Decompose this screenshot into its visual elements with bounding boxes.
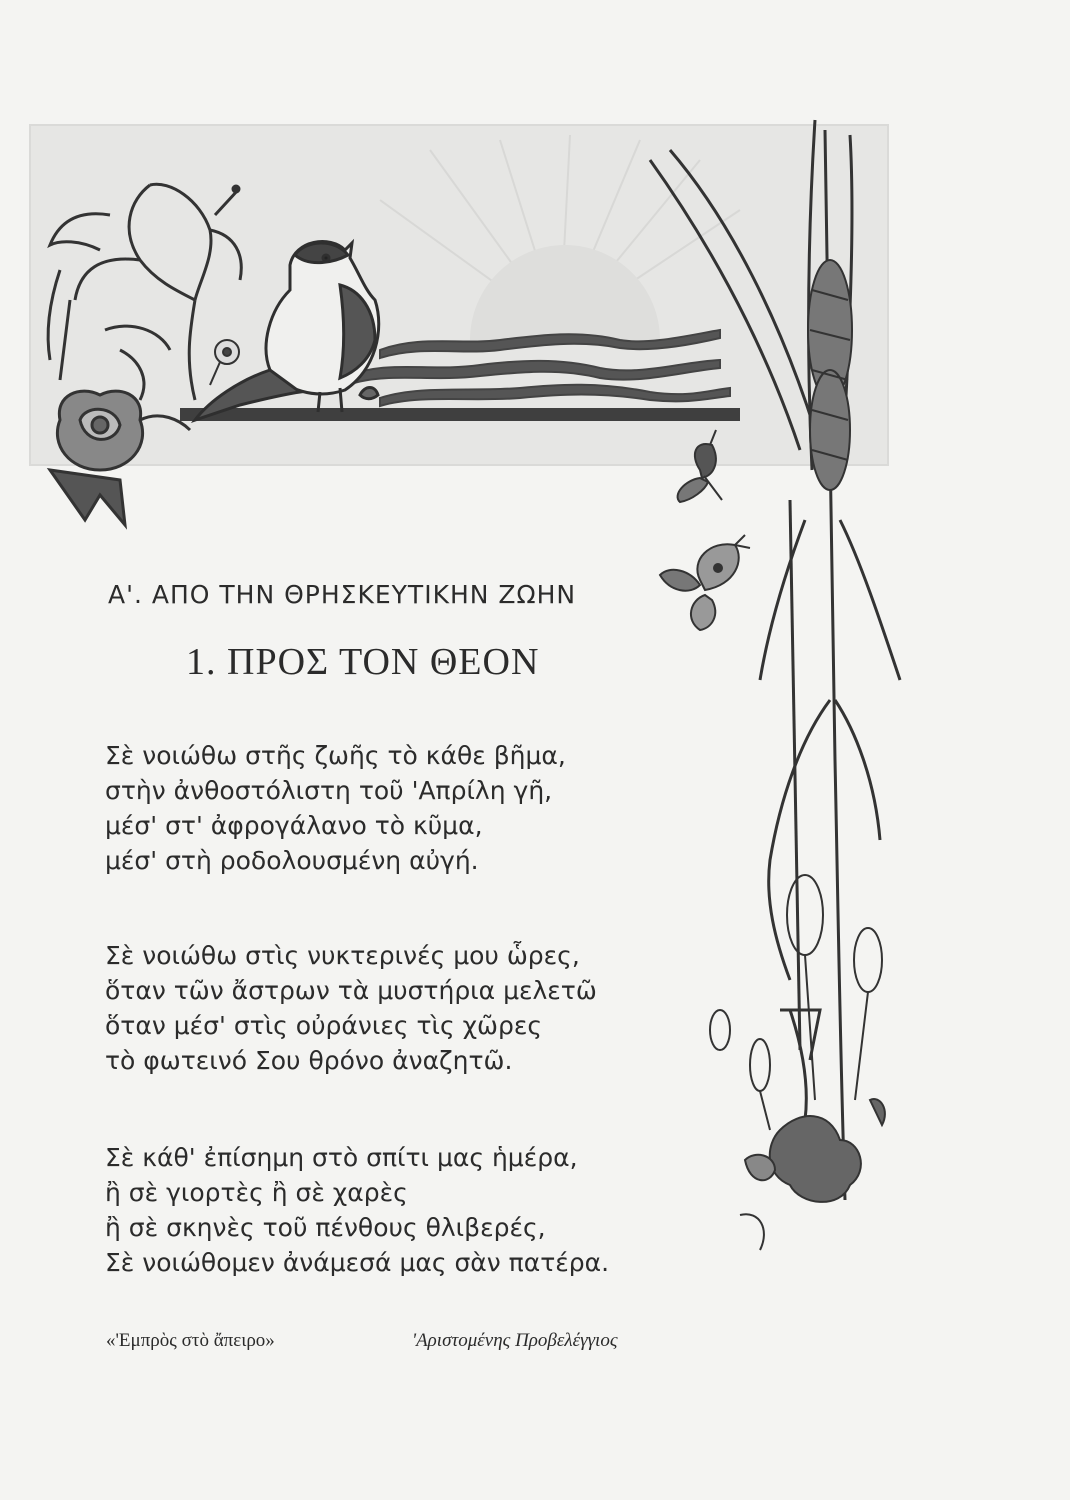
poem-line: ὅταν τῶν ἄστρων τὰ μυστήρια μελετῶ	[105, 976, 597, 1005]
poem-line: Σὲ νοιώθω στὶς νυκτερινές μου ὧρες,	[105, 941, 580, 970]
flower-cluster-icon	[740, 1099, 885, 1250]
wheat-ear-icon	[808, 260, 852, 490]
poem-line: μέσ' στ' ἀφρογάλανο τὸ κῦμα,	[105, 811, 483, 840]
poem-line: Σὲ κάθ' ἐπίσημη στὸ σπίτι μας ἡμέρα,	[105, 1143, 578, 1172]
butterfly-icon	[660, 535, 750, 630]
grass-icon	[710, 875, 882, 1130]
citation-author: 'Αριστομένης Προβελέγγιος	[412, 1330, 618, 1351]
poem-line: ὅταν μέσ' στὶς οὐράνιες τὶς χῶρες	[105, 1011, 543, 1040]
stanza	[105, 738, 566, 878]
poem-line: ἢ σὲ σκηνὲς τοῦ πένθους θλιβερές,	[105, 1213, 546, 1242]
horizon-bar	[180, 408, 740, 421]
poem-line: Σὲ νοιώθω στῆς ζωῆς τὸ κάθε βῆμα,	[105, 741, 566, 770]
stanza	[105, 938, 597, 1078]
poem-title: 1. ΠΡΟΣ ΤΟΝ ΘΕΟΝ	[186, 641, 540, 683]
poem-line: ἢ σὲ γιορτὲς ἢ σὲ χαρὲς	[105, 1178, 408, 1207]
stanza	[105, 1140, 609, 1280]
section-heading: Α'. ΑΠΟ ΤΗΝ ΘΡΗΣΚΕΥΤΙΚΗΝ ΖΩΗΝ	[108, 580, 577, 609]
citation-source: «'Εμπρὸς στὸ ἄπειρο»	[106, 1330, 275, 1351]
poem-line: Σὲ νοιώθομεν ἀνάμεσά μας σὰν πατέρα.	[105, 1248, 610, 1277]
poem-line: στὴν ἀνθοστόλιστη τοῦ 'Απρίλη γῆ,	[105, 776, 553, 805]
poem-line: μέσ' στὴ ροδολουσμένη αὐγή.	[105, 846, 479, 875]
poem-line: τὸ φωτεινό Σου θρόνο ἀναζητῶ.	[105, 1046, 513, 1075]
